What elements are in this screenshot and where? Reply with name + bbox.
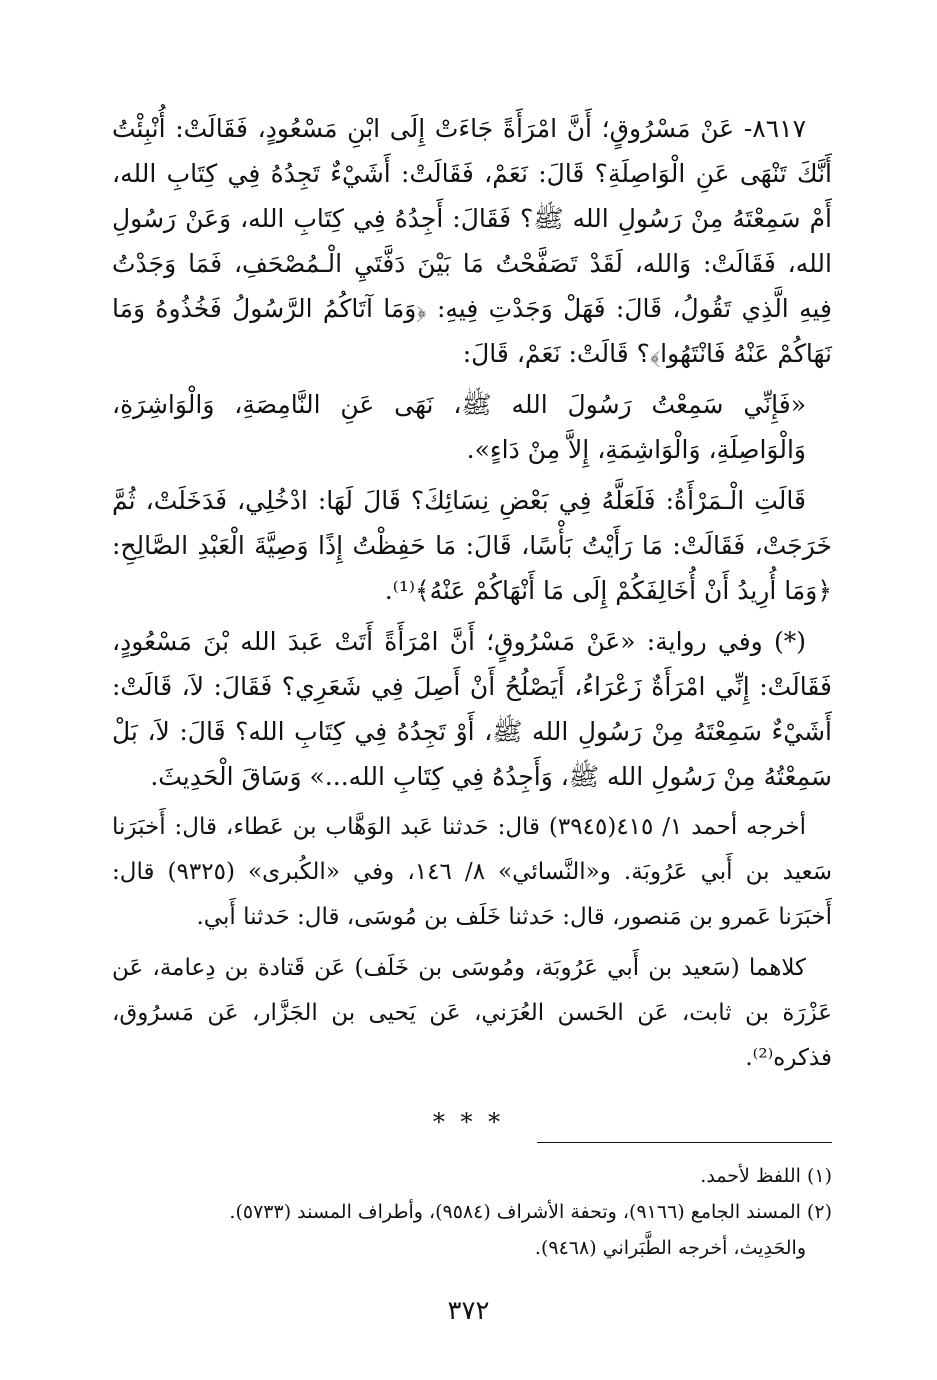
footnote-1: (١) اللفظ لأحمد. [700, 1165, 832, 1187]
main-text [112, 106, 832, 1081]
page-number: ٣٧٢ [447, 1296, 490, 1326]
footnotes [112, 1158, 832, 1266]
prophetic-quote: «فَإِنِّي سَمِعْتُ رَسُولَ الله ﷺ، نَهَى عَنِ النَّامِصَةِ، وَالْوَاشِرَةِ، وَالْوَاصِلَةِ، وَالْوَاشِمَةِ، إِلاَّ مِنْ دَاءٍ». [112, 390, 806, 464]
footnote-divider [537, 1142, 832, 1143]
hadith-continuation: قَالَتِ الْـمَرْأَةُ: فَلَعَلَّهُ فِي بَعْضِ نِسَائِكَ؟ قَالَ لَهَا: ادْخُلِي، فَدَخَلَتْ، ثُمَّ خَرَجَتْ، فَقَالَتْ: مَا رَأَيْتُ بَأْسًا، قَالَ: مَا حَفِظْتُ إِذًا وَصِيَّةَ الْعَبْدِ الصَّالِحِ: ﴿وَمَا أُرِيدُ أَنْ أُخَالِفَكُمْ إِلَى مَا أَنْهَاكُمْ عَنْهُ﴾⁽¹⁾. [112, 486, 832, 605]
footnote-2: (٢) المسند الجامع (٩١٦٦)، وتحفة الأشراف (٩٥٨٤)، وأطراف المسند (٥٧٣٣). [229, 1201, 832, 1223]
takhrij-paragraph-1: أخرجه أحمد ١/ ٤١٥(٣٩٤٥) قال: حَدثنا عَبد الوَهَّاب بن عَطاء، قال: أَخبَرَنا سَعيد بن أَبي عَرُوبَة. و«النَّسائي» ٨/ ١٤٦، وفي «الكُبرى» (٩٣٢٥) قال: أَخبَرَنا عَمرو بن مَنصور، قال: حَدثنا خَلَف بن مُوسَى، قال: حَدثنا أَبي. [112, 814, 833, 930]
footnote-2-continuation: والحَدِيث، أخرجه الطَّبَراني (٩٤٦٨). [534, 1237, 806, 1259]
hadith-paragraph: ٨٦١٧- عَنْ مَسْرُوقٍ؛ أَنَّ امْرَأَةً جَاءَتْ إِلَى ابْنِ مَسْعُودٍ، فَقَالَتْ: أُنْبِئْتُ أَنَّكَ تَنْهَى عَنِ الْوَاصِلَةِ؟ قَالَ: نَعَمْ، فَقَالَتْ: أَشَيْءٌ تَجِدُهُ فِي كِتَابِ الله، أَمْ سَمِعْتَهُ مِنْ رَسُولِ الله ﷺ؟ فَقَالَ: أَجِدُهُ فِي كِتَابِ الله، وَعَنْ رَسُولِ الله، فَقَالَتْ: وَالله، لَقَدْ تَصَفَّحْتُ مَا بَيْنَ دَفَّتَيِ الْـمُصْحَفِ، فَمَا وَجَدْتُ فِيهِ الَّذِي تَقُولُ، قَالَ: فَهَلْ وَجَدْتِ فِيهِ: ﴿وَمَا آتَاكُمُ الرَّسُولُ فَخُذُوهُ وَمَا نَهَاكُمْ عَنْهُ فَانْتَهُوا﴾؟ قَالَتْ: نَعَمْ، قَالَ: [112, 114, 832, 368]
takhrij-paragraph-2: كلاهما (سَعيد بن أَبي عَرُوبَة، ومُوسَى بن خَلَف) عَن قَتادة بن دِعامة، عَن عَزْرَة بن ثابت، عَن الحَسن العُرَني، عَن يَحيى بن الجَزَّار، عَن مَسرُوق، فذكره⁽²⁾. [112, 955, 832, 1071]
section-separator: * * * [432, 1108, 505, 1136]
riwaya-paragraph: (*) وفي رواية: «عَنْ مَسْرُوقٍ؛ أَنَّ امْرَأَةً أَتَتْ عَبدَ الله بْنَ مَسْعُودٍ، فَقَالَتْ: إِنِّي امْرَأَةٌ زَعْرَاءُ، أَيَصْلُحُ أَنْ أَصِلَ فِي شَعَرِي؟ فَقَالَ: لاَ، قَالَتْ: أَشَيْءٌ سَمِعْتَهُ مِنْ رَسُولِ الله ﷺ، أَوْ تَجِدُهُ فِي كِتَابِ الله؟ قَالَ: لاَ، بَلْ سَمِعْتُهُ مِنْ رَسُولِ الله ﷺ، وَأَجِدُهُ فِي كِتَابِ الله...» وَسَاقَ الْحَدِيثَ. [112, 627, 832, 791]
